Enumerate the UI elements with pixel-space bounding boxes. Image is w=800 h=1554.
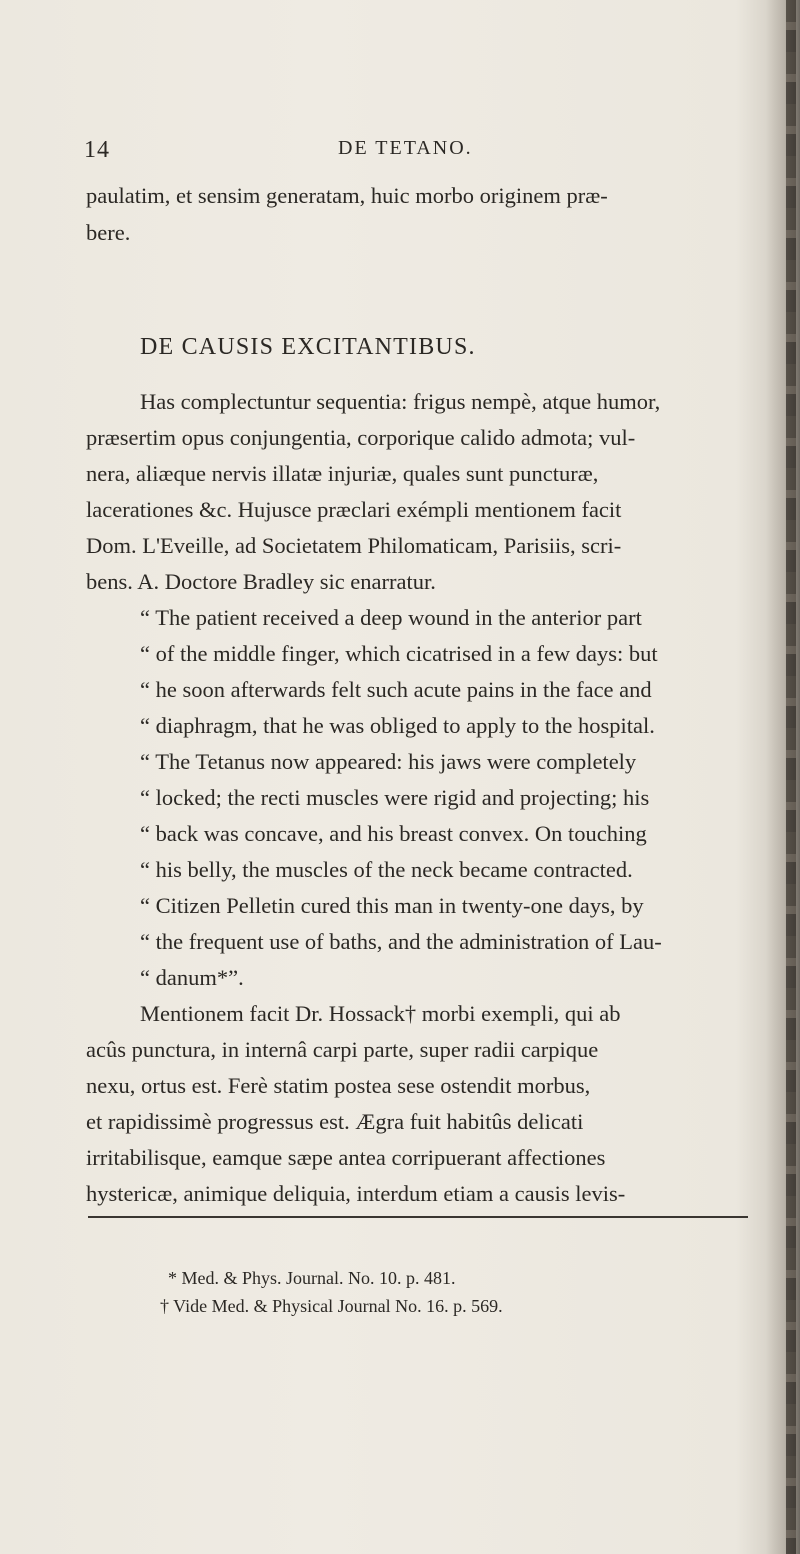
- binding-edge: [786, 0, 796, 1554]
- footnote: * Med. & Phys. Journal. No. 10. p. 481.: [168, 1268, 456, 1288]
- running-head: DE TETANO.: [338, 137, 473, 159]
- footnote: † Vide Med. & Physical Journal No. 16. p. 569.: [160, 1296, 503, 1316]
- quote-line: “ diaphragm, that he was obliged to apply to the hospital.: [140, 713, 655, 738]
- paragraph-line: acûs punctura, in internâ carpi parte, super radii carpique: [86, 1037, 599, 1062]
- section-title: DE CAUSIS EXCITANTIBUS.: [140, 334, 476, 360]
- quote-line: “ locked; the recti muscles were rigid and projecting; his: [140, 785, 650, 810]
- quote-line: “ the frequent use of baths, and the administration of Lau-: [140, 929, 662, 954]
- paragraph-line: Has complectuntur sequentia: frigus nempè, atque humor,: [140, 389, 661, 414]
- quote-line: “ his belly, the muscles of the neck became contracted.: [140, 857, 633, 882]
- paragraph-line: Mentionem facit Dr. Hossack† morbi exempli, qui ab: [140, 1001, 621, 1026]
- paragraph-line: præsertim opus conjungentia, corporique calido admota; vul-: [86, 425, 636, 450]
- paragraph-line: et rapidissimè progressus est. Ægra fuit habitûs delicati: [86, 1109, 584, 1134]
- quote-line: “ Citizen Pelletin cured this man in twenty-one days, by: [140, 893, 644, 918]
- page-number: 14: [84, 137, 110, 163]
- paragraph-line: bens. A. Doctore Bradley sic enarratur.: [86, 569, 436, 594]
- intro-line: paulatim, et sensim generatam, huic morbo originem præ-: [86, 183, 608, 208]
- quote-line: “ back was concave, and his breast convex. On touching: [140, 821, 647, 846]
- quote-line: “ he soon afterwards felt such acute pains in the face and: [140, 677, 652, 702]
- paragraph-line: irritabilisque, eamque sæpe antea corripuerant affectiones: [86, 1145, 606, 1170]
- paragraph-line: lacerationes &c. Hujusce præclari exémpli mentionem facit: [86, 497, 622, 522]
- quote-line: “ The patient received a deep wound in the anterior part: [140, 605, 642, 630]
- intro-line: bere.: [86, 220, 131, 245]
- quote-line: “ of the middle finger, which cicatrised in a few days: but: [140, 641, 658, 666]
- footnote-rule: [88, 1216, 748, 1218]
- quote-line: “ The Tetanus now appeared: his jaws were completely: [140, 749, 637, 774]
- paragraph-line: nera, aliæque nervis illatæ injuriæ, quales sunt puncturæ,: [86, 461, 599, 486]
- paragraph-line: hystericæ, animique deliquia, interdum etiam a causis levis-: [86, 1181, 626, 1206]
- quote-line: “ danum*”.: [140, 965, 244, 990]
- paragraph-line: nexu, ortus est. Ferè statim postea sese ostendit morbus,: [86, 1073, 591, 1098]
- paragraph-line: Dom. L'Eveille, ad Societatem Philomaticam, Parisiis, scri-: [86, 533, 622, 558]
